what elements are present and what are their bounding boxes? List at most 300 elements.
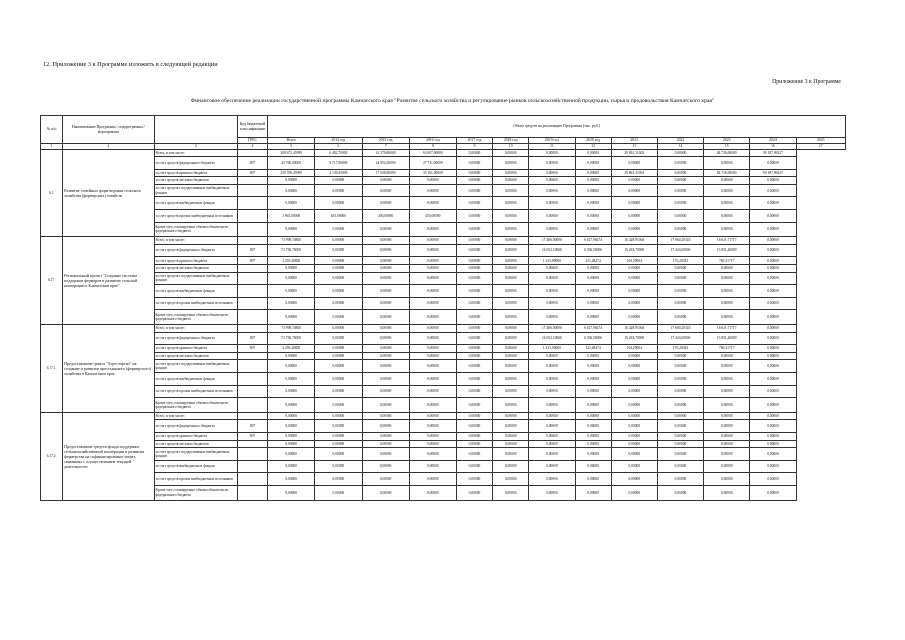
grbs-code (237, 285, 267, 298)
amount-cell: 0,00000 (362, 412, 409, 420)
amount-cell: 43 760,00000 (268, 157, 315, 170)
amount-cell: 0,00000 (456, 222, 492, 237)
appendix-label: Приложение 3 к Программе (772, 79, 841, 85)
amount-cell: 0,00000 (657, 440, 703, 448)
amount-cell: 321,48474 (575, 257, 611, 265)
amount-cell: 0,00000 (750, 244, 796, 257)
amount-cell: 0,00000 (750, 237, 796, 245)
funding-source: за счет средств прочих внебюджетных источников (154, 385, 237, 398)
amount-cell: 0,00000 (362, 440, 409, 448)
amount-cell: 0,00000 (611, 272, 657, 285)
column-index: 5 (268, 144, 315, 150)
amount-cell: 16 428,91004 (611, 237, 657, 245)
amount-cell: 0,00000 (493, 345, 529, 353)
amount-cell: 0,00000 (409, 197, 456, 210)
amount-cell: 0,00000 (529, 197, 575, 210)
amount-cell: 0,00000 (315, 197, 362, 210)
amount-cell: 0,00000 (315, 244, 362, 257)
amount-cell: 0,00000 (575, 473, 611, 486)
amount-cell: 0,00000 (750, 385, 796, 398)
amount-cell: 0,00000 (493, 440, 529, 448)
amount-cell: 15 851,40000 (704, 244, 750, 257)
amount-cell: 309 672,45999 (268, 149, 315, 157)
amount-cell: 0,00000 (493, 222, 529, 237)
amount-cell: 0,00000 (362, 460, 409, 473)
amount-cell: 0,00000 (611, 432, 657, 440)
funding-source: за счет средств краевого бюджета (154, 169, 237, 177)
amount-cell: 0,00000 (493, 257, 529, 265)
amount-cell: 0,00000 (362, 310, 409, 325)
amount-cell: 0,00000 (409, 448, 456, 461)
amount-cell: 0,00000 (456, 169, 492, 177)
amount-cell: 0,00000 (529, 485, 575, 500)
amount-cell: 29 861,31002 (611, 149, 657, 157)
header-year: 2018 год (493, 138, 529, 144)
table-row (41, 272, 846, 285)
amount-cell: 0,00000 (456, 460, 492, 473)
funding-source: Кроме того, планируемые объемы обязательств федерального бюджета (154, 485, 237, 500)
amount-cell: 0,00000 (493, 265, 529, 273)
amount-cell: 0,00000 (315, 385, 362, 398)
amount-cell: 0,00000 (409, 440, 456, 448)
amount-cell: 90 187,99227 (750, 169, 796, 177)
amount-cell: 73 998,10800 (268, 237, 315, 245)
table-row (41, 372, 846, 385)
amount-cell: 0,00000 (409, 360, 456, 373)
header-year: 2022 (657, 138, 703, 144)
amount-cell: 0,00000 (611, 222, 657, 237)
item-number: 6.17.2. (41, 412, 63, 500)
table-row (41, 169, 846, 177)
table-row (41, 222, 846, 237)
table-row (41, 297, 846, 310)
amount-cell: 17 424,00000 (657, 332, 703, 345)
amount-cell: 0,00000 (456, 297, 492, 310)
amount-cell: 0,00000 (750, 420, 796, 433)
amount-cell: 0,00000 (362, 237, 409, 245)
amount-cell: 0,00000 (529, 440, 575, 448)
funding-source: за счет средств федерального бюджета (154, 332, 237, 345)
amount-cell: 6 482,70000 (315, 149, 362, 157)
column-index: 8 (409, 144, 456, 150)
amount-cell: 0,00000 (575, 440, 611, 448)
amount-cell: 0,00000 (456, 257, 492, 265)
amount-cell: 0,00000 (362, 325, 409, 333)
amount-cell: 0,00000 (315, 432, 362, 440)
amount-cell: 0,00000 (409, 332, 456, 345)
amount-cell: 0,00000 (456, 473, 492, 486)
amount-cell: 0,00000 (529, 157, 575, 170)
amount-cell: 0,00000 (315, 237, 362, 245)
amount-cell: 0,00000 (362, 297, 409, 310)
amount-cell: 0,00000 (657, 460, 703, 473)
grbs-code: 807 (237, 420, 267, 433)
amount-cell: 0,00000 (529, 398, 575, 413)
amount-cell: 0,00000 (657, 412, 703, 420)
amount-cell: 0,00000 (409, 372, 456, 385)
amount-cell: 0,00000 (493, 244, 529, 257)
funding-source: за счет средств внебюджетных фондов (154, 285, 237, 298)
amount-cell: 0,00000 (315, 325, 362, 333)
amount-cell: 0,00000 (409, 285, 456, 298)
amount-cell: 0,00000 (611, 285, 657, 298)
grbs-code (237, 237, 267, 245)
header-year: 2024 (750, 138, 796, 144)
amount-cell: 0,00000 (575, 222, 611, 237)
amount-cell: 0,00000 (493, 448, 529, 461)
amount-cell: 73 998,10800 (268, 325, 315, 333)
amount-cell: 0,00000 (704, 385, 750, 398)
amount-cell: 0,00000 (362, 432, 409, 440)
amount-cell: 16 263,70000 (611, 332, 657, 345)
amount-cell: 0,00000 (409, 345, 456, 353)
amount-cell: 0,00000 (611, 297, 657, 310)
funding-source: за счет средств государственных внебюджетных фондов (154, 448, 237, 461)
amount-cell: 0,00000 (456, 332, 492, 345)
funding-source: за счет средств местных бюджетов (154, 177, 237, 185)
amount-cell: 0,00000 (529, 177, 575, 185)
amount-cell: 0,00000 (750, 448, 796, 461)
header-volume: Объем средств на реализацию Программы (тыс. руб.) (268, 116, 846, 138)
amount-cell: 0,00000 (456, 448, 492, 461)
amount-cell: 0,00000 (611, 184, 657, 197)
funding-source: Всего, в том числе: (154, 325, 237, 333)
amount-cell: 0,00000 (362, 285, 409, 298)
amount-cell: 0,00000 (268, 485, 315, 500)
amount-cell: 0,00000 (268, 184, 315, 197)
amount-cell: 0,00000 (362, 485, 409, 500)
amount-cell: 0,00000 (575, 184, 611, 197)
table-row (41, 398, 846, 413)
amount-cell: 0,00000 (657, 310, 703, 325)
amount-cell: 0,00000 (493, 360, 529, 373)
grbs-code: 807 (237, 332, 267, 345)
amount-cell: 0,00000 (750, 460, 796, 473)
amount-cell: 0,00000 (268, 265, 315, 273)
amount-cell: 0,00000 (611, 352, 657, 360)
amount-cell: 1 413,90000 (529, 257, 575, 265)
amount-cell: 0,00000 (493, 473, 529, 486)
amount-cell: 0,00000 (456, 412, 492, 420)
amount-cell: 0,00000 (493, 332, 529, 345)
amount-cell: 0,00000 (493, 210, 529, 223)
amount-cell: 0,00000 (657, 149, 703, 157)
amount-cell: 0,00000 (493, 352, 529, 360)
table-row (41, 210, 846, 223)
column-index: 14 (657, 144, 703, 150)
amount-cell: 0,00000 (315, 272, 362, 285)
amount-cell: 0,00000 (362, 257, 409, 265)
amount-cell: 0,00000 (456, 272, 492, 285)
amount-cell: 2 259,40800 (268, 257, 315, 265)
grbs-code (237, 149, 267, 157)
amount-cell: 0,00000 (704, 197, 750, 210)
amount-cell: 0,00000 (529, 222, 575, 237)
amount-cell: 0,00000 (575, 177, 611, 185)
amount-cell: 0,00000 (611, 448, 657, 461)
funding-source: Всего, в том числе: (154, 237, 237, 245)
amount-cell: 3 717,00000 (315, 157, 362, 170)
item-number: 6.1. (41, 149, 63, 237)
amount-cell: 0,00000 (456, 285, 492, 298)
amount-cell: 0,00000 (268, 398, 315, 413)
amount-cell: 0,00000 (750, 325, 796, 333)
amount-cell: 15 851,40000 (704, 332, 750, 345)
amount-cell: 0,00000 (657, 473, 703, 486)
funding-source: за счет средств прочих внебюджетных источников (154, 473, 237, 486)
table-title: Финансовое обеспечение реализации государственной программы Камчатского края "Развитие сельского хозяйства и регулирование рынков сельскохозяйственной продукции, сырья и продовольствия Камчатского края" (190, 98, 715, 104)
table-row (41, 325, 846, 333)
amount-cell: 17 466,00000 (529, 237, 575, 245)
amount-cell: 0,00000 (409, 485, 456, 500)
amount-cell: 0,00000 (456, 360, 492, 373)
amount-cell: 0,00000 (493, 385, 529, 398)
amount-cell: 0,00000 (657, 177, 703, 185)
amount-cell: 0,00000 (529, 272, 575, 285)
amount-cell: 17 860,20343 (657, 237, 703, 245)
amount-cell: 0,00000 (456, 184, 492, 197)
item-number: 6.17. (41, 237, 63, 325)
header-program-name: Наименование Программы / подпрограммы / мероприятия (63, 116, 154, 144)
amount-cell: 0,00000 (493, 460, 529, 473)
table-row (41, 420, 846, 433)
amount-cell: 0,00000 (704, 157, 750, 170)
amount-cell: 0,00000 (268, 285, 315, 298)
amount-cell: 0,00000 (750, 197, 796, 210)
table-row (41, 345, 846, 353)
amount-cell: 0,00000 (409, 272, 456, 285)
table-row (41, 473, 846, 486)
amount-cell: 0,00000 (529, 448, 575, 461)
header-year: 2020 год (575, 138, 611, 144)
amount-cell: 1 413,90000 (529, 345, 575, 353)
amount-cell: 0,00000 (268, 177, 315, 185)
grbs-code (237, 177, 267, 185)
amount-cell: 0,00000 (611, 360, 657, 373)
amount-cell: 0,00000 (456, 197, 492, 210)
header-year: 2015 год (362, 138, 409, 144)
amount-cell: 0,00000 (704, 297, 750, 310)
amount-cell: 0,00000 (456, 325, 492, 333)
amount-cell: 0,00000 (409, 412, 456, 420)
amount-cell: 0,00000 (409, 420, 456, 433)
header-year: 2021 (611, 138, 657, 144)
amount-cell: 0,00000 (493, 372, 529, 385)
grbs-code: 807 (237, 257, 267, 265)
amount-cell: 0,00000 (493, 398, 529, 413)
funding-source: за счет средств прочих внебюджетных источников (154, 297, 237, 310)
amount-cell: 0,00000 (657, 448, 703, 461)
amount-cell: 0,00000 (529, 297, 575, 310)
amount-cell: 27 711,00000 (409, 157, 456, 170)
amount-cell: 0,00000 (529, 432, 575, 440)
amount-cell: 0,00000 (657, 157, 703, 170)
table-row (41, 177, 846, 185)
amount-cell: 0,00000 (315, 420, 362, 433)
amount-cell: 0,00000 (704, 372, 750, 385)
amount-cell: 250 706,45999 (268, 169, 315, 177)
amount-cell: 0,00000 (529, 265, 575, 273)
amount-cell: 0,00000 (750, 372, 796, 385)
amount-cell: 6 306,50000 (575, 244, 611, 257)
amount-cell: 0,00000 (362, 244, 409, 257)
amount-cell: 0,00000 (575, 197, 611, 210)
column-index: 1 (41, 144, 63, 150)
funding-source: за счет средств местных бюджетов (154, 265, 237, 273)
amount-cell: 0,00000 (575, 432, 611, 440)
amount-cell: 0,00000 (704, 448, 750, 461)
grbs-code (237, 197, 267, 210)
amount-cell: 0,00000 (657, 485, 703, 500)
amount-cell: 0,00000 (611, 460, 657, 473)
table-row (41, 237, 846, 245)
amount-cell: 0,00000 (750, 257, 796, 265)
amount-cell: 0,00000 (575, 157, 611, 170)
funding-source: за счет средств государственных внебюджетных фондов (154, 272, 237, 285)
amount-cell: 0,00000 (315, 448, 362, 461)
amount-cell: 0,00000 (456, 310, 492, 325)
amount-cell: 0,00000 (456, 398, 492, 413)
amount-cell: 0,00000 (575, 169, 611, 177)
amount-cell: 0,00000 (657, 432, 703, 440)
header-budget-code: Код бюджетной классификации (237, 116, 267, 138)
funding-source: за счет средств государственных внебюджетных фондов (154, 184, 237, 197)
amount-cell: 84 726,00000 (704, 169, 750, 177)
grbs-code (237, 412, 267, 420)
funding-source: за счет средств внебюджетных фондов (154, 460, 237, 473)
amount-cell: 0,00000 (750, 310, 796, 325)
amount-cell: 0,00000 (493, 149, 529, 157)
amount-cell: 0,00000 (657, 184, 703, 197)
amount-cell: 0,00000 (750, 412, 796, 420)
amount-cell: 16 052,10000 (529, 332, 575, 345)
funding-source: Кроме того, планируемые объемы обязательств федерального бюджета (154, 222, 237, 237)
amount-cell: 0,00000 (315, 412, 362, 420)
amount-cell: 0,00000 (268, 432, 315, 440)
amount-cell: 760,31717 (704, 345, 750, 353)
amount-cell: 0,00000 (493, 184, 529, 197)
amount-cell: 0,00000 (575, 460, 611, 473)
amount-cell: 0,00000 (657, 272, 703, 285)
amount-cell: 0,00000 (704, 177, 750, 185)
grbs-code (237, 460, 267, 473)
amount-cell: 0,00000 (315, 222, 362, 237)
amount-cell: 0,00000 (657, 222, 703, 237)
grbs-code (237, 360, 267, 373)
amount-cell: 0,00000 (529, 210, 575, 223)
grbs-code: 807 (237, 432, 267, 440)
amount-cell: 0,00000 (704, 265, 750, 273)
funding-source: за счет средств внебюджетных фондов (154, 372, 237, 385)
amount-cell: 0,00000 (493, 272, 529, 285)
amount-cell: 0,00000 (315, 398, 362, 413)
table-row (41, 485, 846, 500)
funding-source: за счет средств краевого бюджета (154, 432, 237, 440)
table-row (41, 244, 846, 257)
funding-source: за счет средств краевого бюджета (154, 257, 237, 265)
amount-cell: 0,00000 (493, 412, 529, 420)
amount-cell: 16 428,91004 (611, 325, 657, 333)
amount-cell: 0,00000 (529, 169, 575, 177)
grbs-code (237, 210, 267, 223)
amount-cell: 0,00000 (750, 177, 796, 185)
table-row (41, 448, 846, 461)
amount-cell: 0,00000 (456, 432, 492, 440)
amount-cell: 0,00000 (456, 265, 492, 273)
funding-source: за счет средств федерального бюджета (154, 244, 237, 257)
amount-cell: 0,00000 (456, 237, 492, 245)
amount-cell: 0,00000 (529, 285, 575, 298)
funding-source: Кроме того, планируемые объемы обязательств федерального бюджета (154, 310, 237, 325)
amount-cell: 0,00000 (456, 372, 492, 385)
amount-cell: 6 627,98474 (575, 237, 611, 245)
grbs-code (237, 440, 267, 448)
amount-cell: 0,00000 (575, 398, 611, 413)
amount-cell: 0,00000 (657, 285, 703, 298)
table-row (41, 412, 846, 420)
amount-cell: 0,00000 (611, 265, 657, 273)
amount-cell: 0,00000 (268, 272, 315, 285)
amount-cell: 0,00000 (750, 222, 796, 237)
amount-cell: 16 052,10000 (529, 244, 575, 257)
amount-cell: 0,00000 (529, 184, 575, 197)
amount-cell: 0,00000 (268, 385, 315, 398)
amount-cell: 0,00000 (315, 184, 362, 197)
amount-cell: 0,00000 (362, 332, 409, 345)
column-index: 11 (529, 144, 575, 150)
amount-cell: 0,00000 (409, 432, 456, 440)
amount-cell: 0,00000 (409, 265, 456, 273)
table-row (41, 149, 846, 157)
amount-cell: 0,00000 (529, 460, 575, 473)
item-name: Развитие семейных форм ведения сельского хозяйства (фермерских) хозяйств (63, 149, 154, 237)
amount-cell: 0,00000 (657, 210, 703, 223)
amount-cell: 0,00000 (750, 360, 796, 373)
amount-cell: 2 259,40800 (268, 345, 315, 353)
amount-cell: 0,00000 (268, 310, 315, 325)
document-heading: 12. Приложение 3 к Программе изложить в следующей редакции (43, 61, 218, 68)
amount-cell: 0,00000 (575, 297, 611, 310)
amount-cell: 0,00000 (456, 149, 492, 157)
amount-cell: 0,00000 (575, 149, 611, 157)
amount-cell: 0,00000 (750, 345, 796, 353)
amount-cell: 0,00000 (657, 265, 703, 273)
amount-cell: 0,00000 (315, 265, 362, 273)
funding-source: за счет средств местных бюджетов (154, 352, 237, 360)
grbs-code (237, 448, 267, 461)
amount-cell: 0,00000 (268, 460, 315, 473)
column-index: 13 (611, 144, 657, 150)
item-number: 6.17.1. (41, 325, 63, 413)
grbs-code (237, 352, 267, 360)
amount-cell: 0,00000 (704, 412, 750, 420)
table-row (41, 432, 846, 440)
amount-cell: 0,00000 (456, 157, 492, 170)
header-year: 2014 год (315, 138, 362, 144)
table-row (41, 460, 846, 473)
amount-cell: 0,00000 (456, 177, 492, 185)
financing-table (40, 115, 846, 501)
amount-cell: 0,00000 (657, 385, 703, 398)
amount-cell: 0,00000 (362, 398, 409, 413)
funding-source: за счет средств прочих внебюджетных источников (154, 210, 237, 223)
amount-cell: 0,00000 (657, 169, 703, 177)
amount-cell: 0,00000 (409, 184, 456, 197)
funding-source: за счет средств внебюджетных фондов (154, 197, 237, 210)
amount-cell: 0,00000 (315, 257, 362, 265)
column-index: 7 (362, 144, 409, 150)
column-index: 6 (315, 144, 362, 150)
